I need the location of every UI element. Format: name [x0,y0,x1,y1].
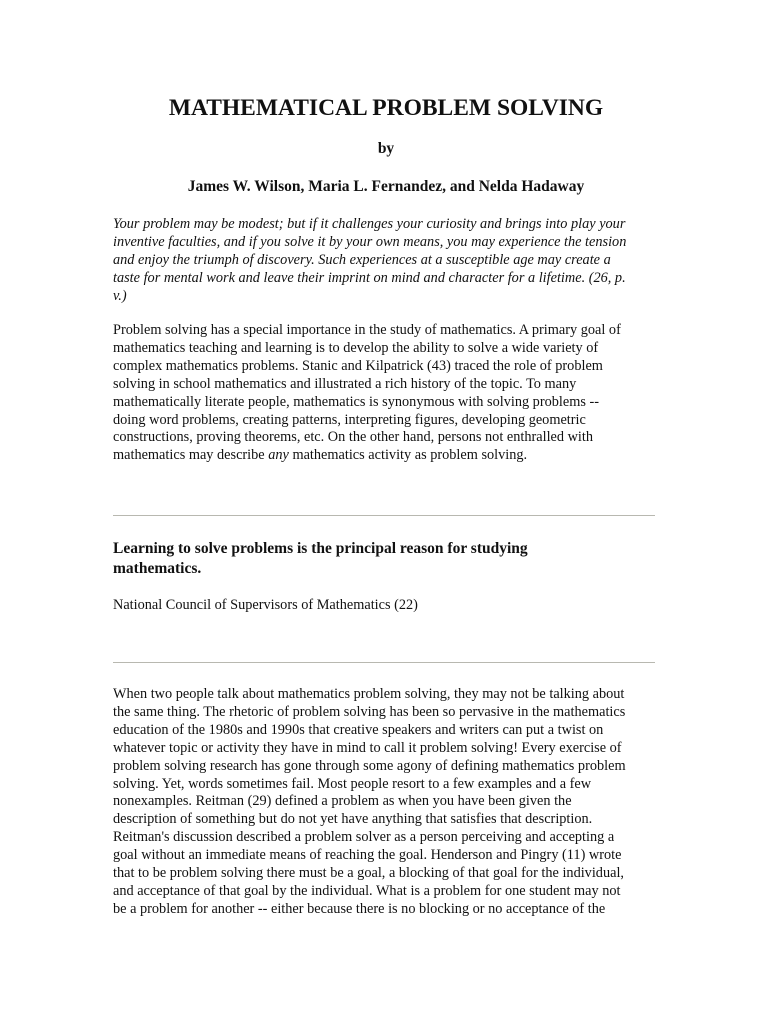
paragraph-line: Problem solving has a special importance in the study of mathematics. A primary goal of [113,322,621,338]
quote-line: Your problem may be modest; but if it challenges your curiosity and brings into play your [113,216,626,232]
paragraph-line: and acceptance of that goal by the individual. What is a problem for one student may not [113,882,621,899]
pull-quote-line: Learning to solve problems is the principal reason for studying [113,540,528,557]
quote-line: v.) [113,287,127,304]
paragraph-line: education of the 1980s and 1990s that creative speakers and writers can put a twist on [113,721,604,738]
document-title: MATHEMATICAL PROBLEM SOLVING [168,95,604,121]
paragraph-line: whatever topic or activity they have in mind to call it problem solving! Every exercise of [113,739,622,756]
pull-quote [113,539,659,579]
paragraph-line: When two people talk about mathematics problem solving, they may not be talking about [113,686,625,702]
emphasis-text: any [268,447,289,464]
paragraph-line: the same thing. The rhetoric of problem solving has been so pervasive in the mathematics [113,703,626,720]
paragraph-line: mathematics teaching and learning is to develop the ability to solve a wide variety of [113,339,599,356]
quote-line: and enjoy the triumph of discovery. Such experiences at a susceptible age may create a [113,251,611,268]
epigraph-quote [113,216,659,306]
pull-quote-line: mathematics. [113,560,202,577]
paragraph-line: doing word problems, creating patterns, interpreting figures, developing geometric [113,411,586,428]
paragraph-line: be a problem for another -- either because there is no blocking or no acceptance of the [113,900,606,917]
paragraph-line: complex mathematics problems. Stanic and Kilpatrick (43) traced the role of problem [113,357,603,374]
text-run: mathematics activity as problem solving. [288,447,528,464]
paragraph-line: Reitman's discussion described a problem solver as a person perceiving and accepting a [113,829,615,846]
quote-line: taste for mental work and leave their imprint on mind and character for a lifetime. (26, p. [113,269,626,286]
body-paragraph [113,686,659,919]
paragraph-line-last [113,447,659,465]
horizontal-rule [113,515,655,516]
intro-paragraph [113,322,659,465]
text-run: mathematics may describe [113,447,269,464]
paragraph-line: description of something but do not yet have anything that satisfies that description. [113,811,593,828]
paragraph-line: mathematically literate people, mathematics is synonymous with solving problems -- [113,393,599,410]
paragraph-line: solving. Yet, words sometimes fail. Most people resort to a few examples and a few [113,775,592,792]
authors: James W. Wilson, Maria L. Fernandez, and Nelda Hadaway [187,178,585,195]
paragraph-line: problem solving research has gone through some agony of defining mathematics problem [113,757,626,774]
quote-line: inventive faculties, and if you solve it by your own means, you may experience the tension [113,233,627,250]
paragraph-line: nonexamples. Reitman (29) defined a problem as when you have been given the [113,793,572,810]
paragraph-line: solving in school mathematics and illustrated a rich history of the topic. To many [113,375,577,392]
paragraph-line: goal without an immediate means of reaching the goal. Henderson and Pingry (11) wrote [113,847,622,864]
paragraph-line: that to be problem solving there must be a goal, a blocking of that goal for the individual, [113,865,624,882]
pull-quote-source: National Council of Supervisors of Mathematics (22) [113,597,418,613]
byline: by [377,140,395,157]
horizontal-rule [113,662,655,663]
paragraph-line: constructions, proving theorems, etc. On the other hand, persons not enthralled with [113,429,594,446]
